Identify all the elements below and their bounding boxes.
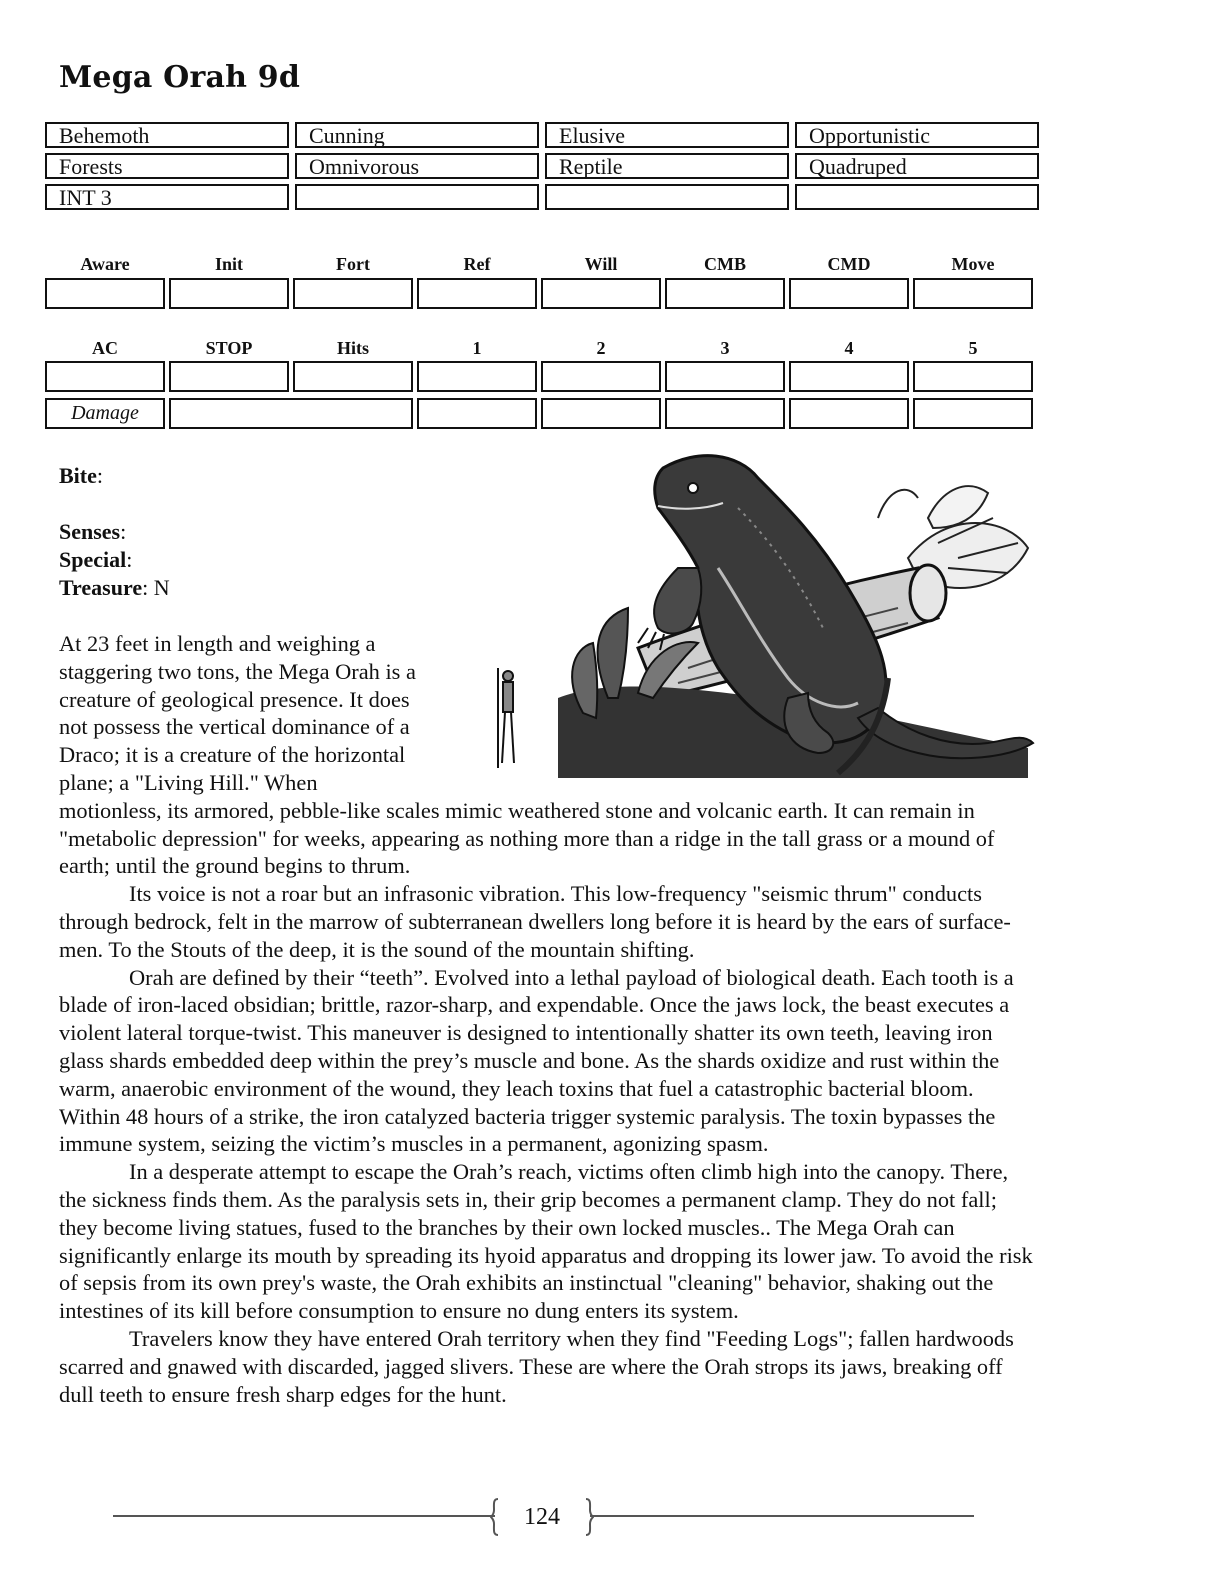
defense-box[interactable] <box>417 361 537 392</box>
trait-cell: Opportunistic <box>795 122 1039 148</box>
damage-label: Damage <box>45 398 165 429</box>
trait-cell-empty <box>795 184 1039 210</box>
damage-box[interactable] <box>417 398 537 429</box>
damage-row <box>45 398 1041 429</box>
stat-header-cmb: CMB <box>704 254 746 274</box>
stat-box[interactable] <box>169 278 289 309</box>
stat-box[interactable] <box>293 278 413 309</box>
trait-grid <box>45 122 1041 210</box>
treasure-line: Treasure: N <box>59 575 170 600</box>
defense-header-5: 5 <box>968 338 978 358</box>
trait-cell: Elusive <box>545 122 789 148</box>
page-number: 124 <box>524 1504 560 1530</box>
description-paragraph: Orah are defined by their “teeth”. Evolved into a lethal payload of biological death. Each tooth is a blade of iron-laced obsidian; brittle, razor-sharp, and expendable. Once the jaws lock, the beast executes a violent lateral torque-twist. This maneuver is designed to intentionally shatter its own teeth, leaving iron glass shards embedded deep within the prey’s muscle and bone. As the shards oxidize and rust within the warm, anaerobic environment of the wound, they leach toxins that fuel a catastrophic bacterial bloom. Within 48 hours of a strike, the iron catalyzed bacteria trigger systemic paralysis. The toxin bypasses the immune system, seizing the victim’s muscles in a permanent, agonizing spasm. <box>59 964 1014 1157</box>
damage-box[interactable] <box>665 398 785 429</box>
defense-box[interactable] <box>913 361 1033 392</box>
defense-header-2: 2 <box>596 338 606 358</box>
footer-rule-left <box>113 1515 495 1517</box>
defense-box[interactable] <box>665 361 785 392</box>
trait-cell: Forests <box>45 153 289 179</box>
description-paragraph: At 23 feet in length and weighing a staggering two tons, the Mega Orah is a creature of geological presence. It does not possess the vertical dominance of a Draco; it is a creature of the horizontal plane; a "Living Hill." When motionless, its armored, pebble-like scales mimic weathered stone and volcanic earth. It can remain in "metabolic depression" for weeks, appearing as nothing more than a ridge in the tall grass or a mound of earth; until the ground begins to thrum. <box>59 631 995 879</box>
defense-box[interactable] <box>789 361 909 392</box>
footer-rule-right <box>590 1515 974 1517</box>
creature-title: Mega Orah 9d <box>59 60 301 95</box>
stat-box[interactable] <box>665 278 785 309</box>
defense-box[interactable] <box>541 361 661 392</box>
description-paragraph: Its voice is not a roar but an infrasonic vibration. This low-frequency "seismic thrum" conducts through bedrock, felt in the marrow of subterranean dwellers long before it is heard by the ears of surface-men. To the Stouts of the deep, it is the sound of the mountain shifting. <box>59 881 1011 962</box>
illustration-wrap-spacer <box>424 630 1039 780</box>
defense-box-row <box>45 361 1041 392</box>
defense-header-stop: STOP <box>205 338 253 358</box>
description-paragraph: Travelers know they have entered Orah territory when they find "Feeding Logs"; fallen hardwoods scarred and gnawed with discarded, jagged slivers. These are where the Orah strops its jaws, breaking off dull teeth to ensure fresh sharp edges for the hunt. <box>59 1325 1014 1407</box>
defense-box[interactable] <box>45 361 165 392</box>
stat-box[interactable] <box>45 278 165 309</box>
trait-cell: Cunning <box>295 122 539 148</box>
stat-box-row <box>45 278 1041 309</box>
damage-box[interactable] <box>541 398 661 429</box>
defense-box[interactable] <box>293 361 413 392</box>
defense-header-1: 1 <box>472 338 482 358</box>
stat-lines <box>59 462 170 602</box>
stat-box[interactable] <box>789 278 909 309</box>
damage-box[interactable] <box>913 398 1033 429</box>
defense-header-hits: Hits <box>336 338 369 358</box>
trait-cell: Quadruped <box>795 153 1039 179</box>
bite-line: Bite: <box>59 463 104 488</box>
defense-header-4: 4 <box>844 338 854 358</box>
senses-line: Senses: <box>59 519 127 544</box>
trait-cell-empty <box>545 184 789 210</box>
stat-box[interactable] <box>913 278 1033 309</box>
damage-box[interactable] <box>789 398 909 429</box>
trait-cell: Behemoth <box>45 122 289 148</box>
right-brace-icon <box>584 1498 594 1536</box>
stat-header-fort: Fort <box>336 254 370 274</box>
stat-header-move: Move <box>951 254 995 274</box>
trait-cell-empty <box>295 184 539 210</box>
trait-cell: Omnivorous <box>295 153 539 179</box>
stat-header-row <box>45 254 1041 274</box>
stat-header-cmd: CMD <box>827 254 871 274</box>
defense-box[interactable] <box>169 361 289 392</box>
creature-description <box>59 630 1039 1408</box>
description-paragraph: In a desperate attempt to escape the Orah’s reach, victims often climb high into the canopy. There, the sickness finds them. As the paralysis sets in, their grip becomes a permanent clamp. They do not fall; they become living statues, fused to the branches by their own locked muscles.. The Mega Orah can significantly enlarge its mouth by spreading its hyoid apparatus and dropping its lower jaw. To avoid the risk of sepsis from its own prey's waste, the Orah exhibits an instinctual "cleaning" behavior, shaking out the intestines of its kill before consumption to ensure no dung enters its system. <box>59 1159 1033 1324</box>
defense-header-3: 3 <box>720 338 730 358</box>
defense-header-row <box>45 338 1041 358</box>
stat-header-aware: Aware <box>80 254 130 274</box>
stat-box[interactable] <box>417 278 537 309</box>
damage-box-wide[interactable] <box>169 398 413 429</box>
special-line: Special: <box>59 547 133 572</box>
stat-header-ref: Ref <box>463 254 491 274</box>
defense-header-ac: AC <box>92 338 118 358</box>
stat-box[interactable] <box>541 278 661 309</box>
stat-header-will: Will <box>584 254 618 274</box>
trait-cell: Reptile <box>545 153 789 179</box>
stat-header-init: Init <box>214 254 243 274</box>
trait-cell: INT 3 <box>45 184 289 210</box>
